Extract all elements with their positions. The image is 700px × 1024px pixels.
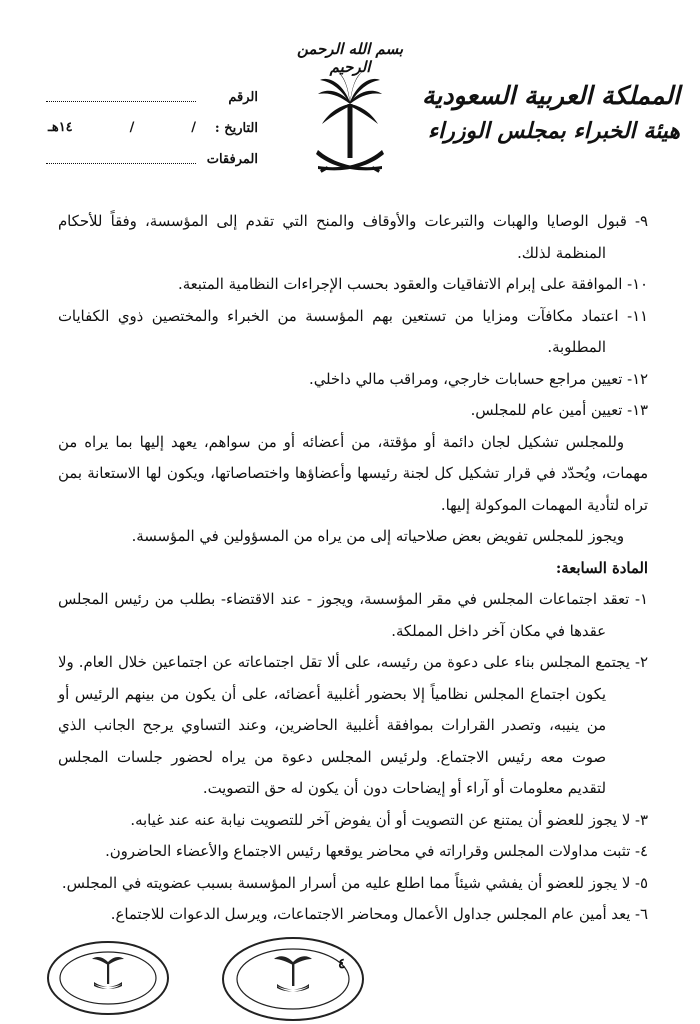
item-text: يجتمع المجلس بناء على دعوة من رئيسه، على ألا تقل اجتماعاته عن اجتماعين خلال العام. ولا يكون اجتماع المجلس نظامياً إلا بحضور أغلبية أعضائه، على أن يكون من بينهم الرئيس أو من ينيبه، وتصدر القرارات بموافقة أغلبية الحاضرين، وعند التساوي يرجح الجانب الذي صوت معه رئيس الاجتماع. ولرئيس المجلس دعوة من يراه لحضور جلسات المجلس لتقديم معلومات أو آراء أو إيضاحات دون أن يكون له حق التصويت. [58, 654, 630, 797]
attachments-line [46, 163, 196, 164]
list-item [58, 269, 648, 301]
official-seal-icon [44, 938, 172, 1018]
reference-number-label: الرقم [228, 90, 258, 105]
document-body [58, 206, 648, 931]
attachments-label: المرفقات [206, 152, 258, 167]
authority-name: هيئة الخبراء بمجلس الوزراء [427, 118, 680, 144]
official-seal-icon [218, 934, 368, 1024]
item-text: تعيين مراجع حسابات خارجي، ومراقب مالي داخلي. [309, 370, 623, 388]
item-text: تعيين أمين عام للمجلس. [470, 402, 623, 419]
item-text: اعتماد مكافآت ومزايا من تستعين بهم المؤسسة من الخبراء والمختصين ذوي الكفايات المطلوبة. [58, 307, 619, 356]
date-row [18, 117, 258, 148]
reference-number-line [46, 101, 196, 102]
list-item [58, 364, 648, 396]
date-separator: / [191, 120, 196, 135]
list-item [58, 805, 648, 837]
reference-number-row [18, 86, 258, 117]
committees-paragraph: وللمجلس تشكيل لجان دائمة أو مؤقتة، من أعضائه أو من سواهم، يعهد إليها بما يراه من مهمات، ويُحدّد في قرار تشكيل كل لجنة رئيسها وأعضاؤها واختصاصاتها، ويكون لها الاستعانة بمن تراه لتأدية المهمات الموكولة إليها. [58, 433, 648, 514]
item-number: ١٢- [627, 370, 648, 388]
list-item [58, 206, 648, 269]
item-text: لا يجوز للعضو أن يمتنع عن التصويت أو أن يفوض آخر للتصويت نيابة عنه عند غيابه. [130, 811, 631, 829]
list-item [58, 584, 648, 647]
item-text: يعد أمين عام المجلس جداول الأعمال ومحاضر الاجتماعات، ويرسل الدعوات للاجتماع. [110, 906, 631, 923]
attachments-row [18, 148, 258, 179]
item-number: ١- [635, 591, 648, 608]
item-number: ٥- [635, 874, 648, 892]
date-label: التاريخ : [214, 121, 258, 136]
saudi-emblem-icon [314, 72, 386, 184]
item-number: ٣- [635, 811, 648, 829]
date-year-suffix: ١٤هـ [48, 120, 73, 135]
article-title: المادة السابعة: [555, 559, 648, 577]
list-item [58, 301, 648, 364]
item-number: ٦- [635, 906, 648, 923]
list-item [58, 395, 648, 427]
item-text: تثبت مداولات المجلس وقراراته في محاضر يوقعها رئيس الاجتماع والأعضاء الحاضرون. [105, 843, 631, 860]
list-item [58, 836, 648, 868]
item-number: ١٣- [627, 402, 648, 419]
reference-fields [18, 86, 258, 179]
item-number: ١١- [627, 307, 648, 325]
basmala: بسم الله الرحمن الرحيم [296, 40, 404, 76]
organization-title [421, 78, 680, 148]
item-text: تعقد اجتماعات المجلس في مقر المؤسسة، ويجوز - عند الاقتضاء- بطلب من رئيس المجلس عقدها في مكان آخر داخل المملكة. [58, 591, 630, 640]
page-number: ٤ [338, 956, 346, 972]
list-item [58, 868, 648, 900]
delegation-paragraph: ويجوز للمجلس تفويض بعض صلاحياته إلى من يراه من المسؤولين في المؤسسة. [131, 528, 624, 545]
date-separator: / [129, 120, 135, 135]
item-number: ١٠- [627, 276, 648, 293]
kingdom-name: المملكة العربية السعودية [421, 81, 680, 110]
item-number: ٤- [635, 843, 648, 860]
item-number: ٢- [635, 654, 648, 671]
list-item [58, 899, 648, 931]
letterhead [0, 0, 700, 200]
item-text: لا يجوز للعضو أن يفشي شيئاً مما اطلع عليه من أسرار المؤسسة بسبب عضويته في المجلس. [61, 874, 631, 892]
date-field [48, 120, 196, 135]
item-text: الموافقة على إبرام الاتفاقيات والعقود بحسب الإجراءات النظامية المتبعة. [178, 276, 623, 293]
item-text: قبول الوصايا والهبات والتبرعات والأوقاف والمنح التي تقدم إلى المؤسسة، وفقاً للأحكام المنظمة لذلك. [58, 213, 627, 262]
item-number: ٩- [635, 213, 648, 230]
list-item [58, 647, 648, 805]
